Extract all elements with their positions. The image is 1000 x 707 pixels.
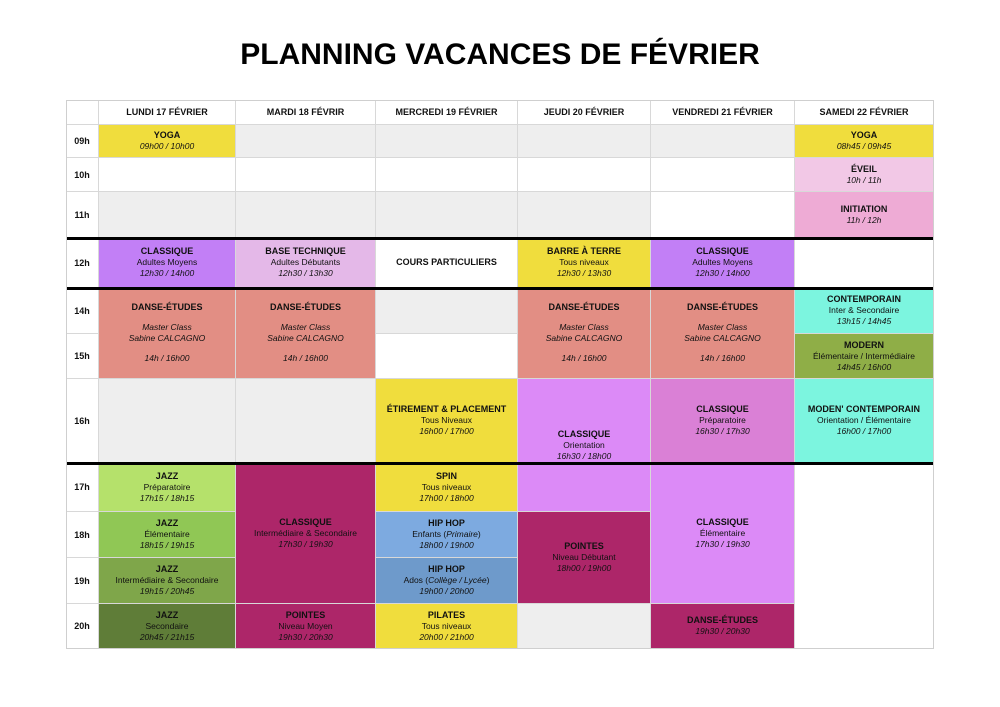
class-time: 10h / 11h xyxy=(846,174,882,185)
class-detail: Master Class xyxy=(559,322,609,332)
class-title: ÉTIREMENT & PLACEMENT xyxy=(386,404,507,414)
class-time: 20h45 / 21h15 xyxy=(139,631,195,642)
class-time: 18h00 / 19h00 xyxy=(556,563,612,573)
class-title: POINTES xyxy=(564,541,604,551)
empty-slot xyxy=(795,463,934,649)
class-level: Ados (Collège / Lycée) xyxy=(403,575,490,585)
class-title: HIP HOP xyxy=(428,518,465,528)
class-time: 14h / 16h00 xyxy=(283,353,328,363)
class-level: Secondaire xyxy=(145,620,189,631)
class-level: Tous Niveaux xyxy=(420,415,473,425)
class-time: 19h30 / 20h30 xyxy=(695,626,750,636)
class-time: 12h30 / 13h30 xyxy=(278,268,333,278)
empty-slot xyxy=(518,158,651,192)
class-block-moden-contemporain[interactable] xyxy=(795,379,934,463)
hour-label: 09h xyxy=(66,125,99,158)
class-title: DANSE-ÉTUDES xyxy=(269,302,341,312)
class-block-contemporain[interactable] xyxy=(795,288,934,334)
class-time: 18h15 / 19h15 xyxy=(139,540,195,550)
class-level: Intermédiaire & Secondaire xyxy=(115,575,219,585)
class-block-jazz[interactable] xyxy=(99,463,236,512)
class-block-classique[interactable] xyxy=(651,238,795,288)
empty-slot xyxy=(376,288,518,334)
class-block-modern[interactable] xyxy=(795,334,934,379)
hour-label: 17h xyxy=(66,463,99,512)
class-title: JAZZ xyxy=(155,609,179,620)
class-block-cours-particuliers[interactable] xyxy=(376,238,518,288)
empty-slot xyxy=(376,158,518,192)
class-level: Niveau Débutant xyxy=(552,552,616,562)
class-title: SPIN xyxy=(435,470,457,481)
class-time: 17h00 / 18h00 xyxy=(419,492,474,503)
class-time: 18h00 / 19h00 xyxy=(419,540,474,550)
class-level: Tous niveaux xyxy=(559,257,609,267)
section-divider xyxy=(66,462,934,465)
class-title: DANSE-ÉTUDES xyxy=(686,615,758,625)
page-title: PLANNING VACANCES DE FÉVRIER xyxy=(240,38,760,71)
class-level: Tous niveaux xyxy=(421,481,472,492)
class-block-pilates[interactable] xyxy=(376,604,518,649)
empty-slot xyxy=(651,125,795,158)
class-block-etirement-placement[interactable] xyxy=(376,379,518,463)
class-detail: Master Class xyxy=(697,322,748,332)
class-time: 08h45 / 09h45 xyxy=(836,141,892,151)
empty-slot xyxy=(99,158,236,192)
empty-slot xyxy=(651,158,795,192)
class-title: PILATES xyxy=(427,609,466,620)
class-title: DANSE-ÉTUDES xyxy=(131,302,203,312)
class-time: 16h30 / 18h00 xyxy=(556,450,612,461)
class-time: 17h30 / 19h30 xyxy=(695,538,750,549)
class-time: 16h00 / 17h00 xyxy=(419,426,474,436)
class-title: CLASSIQUE xyxy=(279,516,332,527)
class-title: INITIATION xyxy=(840,203,888,214)
class-level: Élémentaire xyxy=(144,529,190,539)
class-time: 11h / 12h xyxy=(846,214,882,225)
day-header-saturday: SAMEDI 22 FÉVRIER xyxy=(795,100,934,125)
class-block-pointes[interactable] xyxy=(518,512,651,604)
hour-label: 19h xyxy=(66,558,99,604)
class-title: CLASSIQUE xyxy=(140,246,194,256)
class-teacher: Sabine CALCAGNO xyxy=(684,333,761,343)
class-title: CLASSIQUE xyxy=(696,404,749,414)
class-time: 19h30 / 20h30 xyxy=(278,631,333,642)
class-time: 12h30 / 14h00 xyxy=(695,268,750,278)
empty-slot xyxy=(99,379,236,463)
class-block-danse-etudes[interactable] xyxy=(651,288,795,379)
class-block-jazz[interactable] xyxy=(99,604,236,649)
class-teacher: Sabine CALCAGNO xyxy=(545,333,623,343)
class-time: 13h15 / 14h45 xyxy=(836,316,892,326)
empty-slot xyxy=(795,238,934,288)
class-time: 14h / 16h00 xyxy=(561,353,607,363)
class-time: 14h / 16h00 xyxy=(144,353,190,363)
class-time: 12h30 / 14h00 xyxy=(139,268,195,278)
class-block-classique[interactable] xyxy=(518,379,651,512)
class-level: Tous niveaux xyxy=(421,620,472,631)
class-block-danse-etudes[interactable] xyxy=(236,288,376,379)
class-block-danse-etudes[interactable] xyxy=(651,604,795,649)
class-block-base-technique[interactable] xyxy=(236,238,376,288)
class-block-eveil[interactable] xyxy=(795,158,934,192)
hour-label: 18h xyxy=(66,512,99,558)
class-level: Inter & Secondaire xyxy=(828,305,900,315)
hour-label: 16h xyxy=(66,379,99,463)
day-header-friday: VENDREDI 21 FÉVRIER xyxy=(651,100,795,125)
hour-label: 14h xyxy=(66,288,99,334)
class-time: 16h00 / 17h00 xyxy=(836,426,892,436)
class-time: 12h30 / 13h30 xyxy=(556,268,612,278)
class-time: 14h / 16h00 xyxy=(700,353,745,363)
empty-slot xyxy=(518,125,651,158)
class-block-jazz[interactable] xyxy=(99,558,236,604)
empty-slot xyxy=(651,192,795,238)
class-time: 19h00 / 20h00 xyxy=(419,586,474,596)
schedule-grid xyxy=(66,100,934,649)
class-title: JAZZ xyxy=(155,518,179,528)
class-title: DANSE-ÉTUDES xyxy=(548,302,620,312)
class-title: MODEN' CONTEMPORAIN xyxy=(807,404,921,414)
class-block-classique[interactable] xyxy=(651,463,795,604)
class-time: 19h15 / 20h45 xyxy=(139,586,195,596)
class-block-classique[interactable] xyxy=(651,379,795,463)
class-title: ÉVEIL xyxy=(850,163,877,174)
day-header-tuesday: MARDI 18 FÉVRIR xyxy=(236,100,376,125)
empty-slot xyxy=(518,604,651,649)
class-block-hip-hop[interactable] xyxy=(376,512,518,558)
day-header-wednesday: MERCREDI 19 FÉVRIER xyxy=(376,100,518,125)
class-time: 20h00 / 21h00 xyxy=(419,631,474,642)
class-title: MODERN xyxy=(844,339,884,350)
class-block-yoga[interactable] xyxy=(795,125,934,158)
class-title: YOGA xyxy=(850,130,878,140)
class-level: Adultes Débutants xyxy=(270,257,341,267)
corner-cell xyxy=(66,100,99,125)
hour-label: 15h xyxy=(66,334,99,379)
class-title: CONTEMPORAIN xyxy=(827,294,901,304)
class-level: Adultes Moyens xyxy=(692,257,753,267)
class-block-classique[interactable] xyxy=(99,238,236,288)
class-level: Orientation xyxy=(563,439,605,450)
class-detail: Master Class xyxy=(280,322,331,332)
class-block-yoga[interactable] xyxy=(99,125,236,158)
class-title: YOGA xyxy=(153,130,181,140)
section-divider xyxy=(66,287,934,290)
hour-label: 12h xyxy=(66,238,99,288)
class-title: COURS PARTICULIERS xyxy=(396,257,497,267)
class-title: JAZZ xyxy=(155,564,179,574)
class-level: Préparatoire xyxy=(143,481,191,492)
empty-slot xyxy=(376,192,518,238)
class-title: CLASSIQUE xyxy=(696,516,749,527)
class-block-danse-etudes[interactable] xyxy=(518,288,651,379)
empty-slot xyxy=(236,379,376,463)
class-title: BARRE À TERRE xyxy=(546,246,621,256)
class-level: Orientation / Élémentaire xyxy=(816,415,912,425)
class-block-initiation[interactable] xyxy=(795,192,934,238)
day-header-monday: LUNDI 17 FÉVRIER xyxy=(99,100,236,125)
class-level: Préparatoire xyxy=(699,415,746,425)
class-level: Intermédiaire & Secondaire xyxy=(253,527,357,538)
class-time: 17h30 / 19h30 xyxy=(278,538,333,549)
empty-slot xyxy=(376,334,518,379)
empty-slot xyxy=(376,125,518,158)
class-detail: Master Class xyxy=(142,322,192,332)
class-block-barre-a-terre[interactable] xyxy=(518,238,651,288)
class-time: 09h00 / 10h00 xyxy=(139,141,195,151)
hour-label: 11h xyxy=(66,192,99,238)
class-level: Adultes Moyens xyxy=(136,257,198,267)
class-level: Élémentaire / Intermédiaire xyxy=(812,350,916,361)
empty-slot xyxy=(99,192,236,238)
empty-slot xyxy=(236,125,376,158)
class-title: CLASSIQUE xyxy=(696,246,749,256)
class-time: 14h45 / 16h00 xyxy=(836,361,892,372)
class-block-hip-hop[interactable] xyxy=(376,558,518,604)
class-title: CLASSIQUE xyxy=(557,428,611,439)
day-header-thursday: JEUDI 20 FÉVRIER xyxy=(518,100,651,125)
hour-label: 10h xyxy=(66,158,99,192)
class-level: Élémentaire xyxy=(699,527,746,538)
class-level: Niveau Moyen xyxy=(278,620,333,631)
class-block-classique[interactable] xyxy=(236,463,376,604)
class-title: POINTES xyxy=(285,609,326,620)
hour-label: 20h xyxy=(66,604,99,649)
class-block-danse-etudes[interactable] xyxy=(99,288,236,379)
class-block-jazz[interactable] xyxy=(99,512,236,558)
class-time: 16h30 / 17h30 xyxy=(695,426,750,436)
class-teacher: Sabine CALCAGNO xyxy=(128,333,206,343)
class-level: Enfants (Primaire) xyxy=(412,529,481,539)
empty-slot xyxy=(518,192,651,238)
class-title: HIP HOP xyxy=(428,564,465,574)
class-block-spin[interactable] xyxy=(376,463,518,512)
empty-slot xyxy=(236,192,376,238)
class-title: DANSE-ÉTUDES xyxy=(686,302,758,312)
class-title: BASE TECHNIQUE xyxy=(265,246,346,256)
section-divider xyxy=(66,237,934,240)
class-block-pointes[interactable] xyxy=(236,604,376,649)
class-title: JAZZ xyxy=(155,470,179,481)
class-teacher: Sabine CALCAGNO xyxy=(267,333,344,343)
class-time: 17h15 / 18h15 xyxy=(139,492,195,503)
empty-slot xyxy=(236,158,376,192)
